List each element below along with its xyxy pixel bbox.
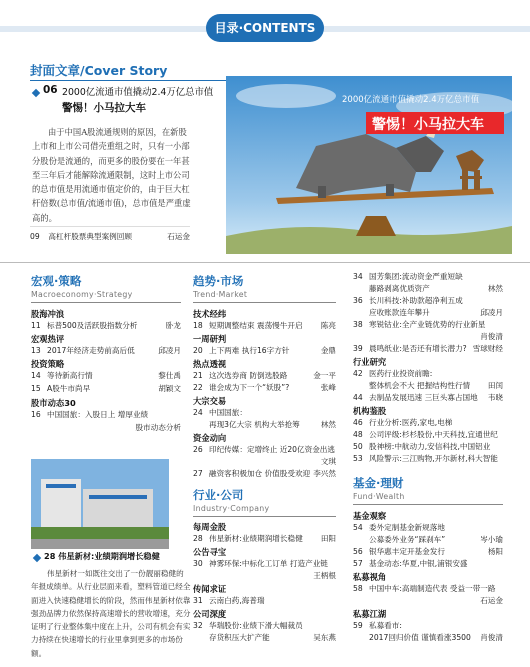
industry-item-0-0[interactable]: 28 伟星新材:业绩期润增长稳健 田阳 xyxy=(193,534,336,543)
feature-headline[interactable]: 28 伟星新材:业绩期润增长稳健 xyxy=(44,551,160,561)
macro-cat-3: 股市动态30 xyxy=(31,398,76,408)
trend-item-3-0[interactable]: 24 中国国旅： xyxy=(193,408,247,417)
macro-title: 宏观·策略 xyxy=(31,274,82,288)
industry-cat-0: 每周金股 xyxy=(193,522,227,532)
right-item-1[interactable]: 藤路剥离优质资产 林然 xyxy=(369,284,503,293)
headline-bullet xyxy=(32,89,40,97)
right-item-6[interactable]: 39 晨鸣纸业:是否还有增长潜力? 雪球财经 xyxy=(353,344,503,353)
right-item3-2[interactable]: 50 股神榜:中航动力,安信科技,中国铝业 xyxy=(353,442,491,451)
fund-rule xyxy=(353,504,503,505)
macro-tail: 股市动态分析 xyxy=(135,423,181,432)
trend-item-0-0[interactable]: 18 短期调整结束 震荡慢牛开启 陈亮 xyxy=(193,321,336,330)
cover-image-caption-1: 2000亿流通市值撬动2.4万亿总市值 xyxy=(342,95,480,105)
industry-item-3-1[interactable]: 存货积压大扩产能 吴东燕 xyxy=(209,633,336,642)
contents-title: 目录·CONTENTS xyxy=(206,14,324,42)
right-item2-1[interactable]: 整体机会不大 把握结构性行情 田闰 xyxy=(369,381,503,390)
cover-image-caption-2: 警惕！小马拉大车 xyxy=(372,117,484,133)
cover-image xyxy=(226,76,512,254)
cover-ref-author: 石运金 xyxy=(167,232,190,241)
macro-item-0-0[interactable]: 11 标普500及活跃股指数分析 卧龙 xyxy=(31,321,181,330)
trend-item-4-2[interactable]: 27 融资客积极加仓 价值股受欢迎 李兴然 xyxy=(193,469,336,478)
industry-subtitle: Industry·Company xyxy=(193,504,270,513)
industry-cat-1: 公告寻宝 xyxy=(193,547,227,557)
trend-cat-2: 热点透视 xyxy=(193,359,227,369)
fund-cat-0: 基金观察 xyxy=(353,511,387,521)
industry-rule xyxy=(193,516,336,517)
macro-cat-2: 投资策略 xyxy=(31,359,65,369)
right-item-0[interactable]: 34 国芳集团:流动资金严重短缺 xyxy=(353,272,463,281)
cover-headline-1[interactable]: 2000亿流通市值撬动2.4万亿总市值 xyxy=(62,87,214,98)
macro-item-2-1[interactable]: 15 A股牛市尚早 胡颖文 xyxy=(31,384,181,393)
industry-item-1-0[interactable]: 30 神雾环保:中标化工订单 打造产业链 xyxy=(193,559,328,568)
trend-item-1-0[interactable]: 20 上下两难 执行16字方针 金鼎 xyxy=(193,346,336,355)
cover-divider xyxy=(30,80,226,81)
feature-bullet xyxy=(33,554,41,562)
cover-headline-2[interactable]: 警惕！小马拉大车 xyxy=(62,102,146,114)
macro-subtitle: Macroeconomy·Strategy xyxy=(31,290,133,299)
feature-photo xyxy=(31,459,169,549)
feature-body: 伟星新材一如既往交出了一份靓丽稳健的年报成绩单。从行业层面来看，塑料管道已经全面进入快速稳健增长的阶段，然而伟星新材依靠强劲品牌力依然保持高速增长的营收增速，充分证明了行业整体集中度在上升，公司有机会有实力持续在快速增长的行业里拿到更多的市场份额。 xyxy=(31,569,191,658)
trend-cat-0: 技术经纬 xyxy=(193,309,227,319)
right-cat-3: 机构鉴股 xyxy=(353,406,387,416)
fund-subtitle: Fund·Wealth xyxy=(353,492,405,501)
fund-title: 基金·理财 xyxy=(353,476,404,490)
fund-item-0-3[interactable]: 57 基金动态:华夏,中银,浦银安盛 xyxy=(353,559,468,568)
macro-rule xyxy=(31,302,181,303)
trend-cat-4: 资金动向 xyxy=(193,433,227,443)
industry-cat-2: 传闻求证 xyxy=(193,584,227,594)
trend-cat-3: 大宗交易 xyxy=(193,396,227,406)
macro-item-3-0[interactable]: 16 中国国旅：入股日上 增厚业绩 xyxy=(31,410,149,419)
industry-cat-3: 公司深度 xyxy=(193,609,227,619)
industry-item-3-0[interactable]: 32 华瑞股份:业绩下滑大幅裁员 xyxy=(193,621,303,630)
trend-subtitle: Trend·Market xyxy=(193,290,248,299)
contents-header xyxy=(0,12,530,46)
fund-item-0-1[interactable]: 公募委外业务“踩刹车” 岑小瑜 xyxy=(369,535,503,544)
right-item-2[interactable]: 36 长川科技:补助款超净利五成 xyxy=(353,296,463,305)
fund-cat-2: 私募江湖 xyxy=(353,609,387,619)
industry-item-2-0[interactable]: 31 云南白药,海普瑞 xyxy=(193,596,265,605)
industry-title: 行业·公司 xyxy=(193,488,244,502)
right-item2-0[interactable]: 42 医药行业投资前瞻: xyxy=(353,369,433,378)
cover-num: 06 xyxy=(43,84,58,96)
right-item3-1[interactable]: 48 公司评级:杉杉股份,中天科技,宜通世纪 xyxy=(353,430,498,439)
macro-cat-0: 股海冲浪 xyxy=(31,309,65,319)
fund-item-0-0[interactable]: 54 委外定制基金新规落地 xyxy=(353,523,445,532)
macro-item-1-0[interactable]: 13 2017年经济走势前高后低 邱凌月 xyxy=(31,346,181,355)
trend-item-2-0[interactable]: 21 这次选券商 防倒选股路 金一平 xyxy=(193,371,336,380)
cover-section-title: 封面文章/Cover Story xyxy=(30,63,168,78)
right-item-3[interactable]: 应收账款连年攀升 邱凌月 xyxy=(369,308,503,317)
cover-body: 由于中国A股流通规则的原因，在新股上市和上市公司借壳重组之时，只有一小部分股份是流通的，而更多的股份要在一年甚至三年后才能解除流通限制，这时上市公司的总市值是用流通市值定价的，由于巨大杠杆倍数(总市值/流通市值)，总市值是严重虚高的。 xyxy=(32,127,191,223)
cover-ref-divider xyxy=(30,226,190,227)
macro-item-2-0[interactable]: 14 等待新高行情 黎仕禹 xyxy=(31,371,181,380)
section-divider xyxy=(0,262,530,263)
fund-item-2-1[interactable]: 2017回归价值 谨慎看涨3500 肖俊清 xyxy=(369,633,503,642)
right-item3-0[interactable]: 46 行业分析:医药,家电,电梯 xyxy=(353,418,453,427)
trend-rule xyxy=(193,302,336,303)
trend-cat-1: 一周研判 xyxy=(193,334,227,344)
right-item3-3[interactable]: 53 风险警示:三江购物,开尔新材,科大智能 xyxy=(353,454,498,463)
right-item-4[interactable]: 38 寒锐钴业:全产业链优势的行业新星 xyxy=(353,320,486,329)
right-cat-2: 行业研究 xyxy=(353,357,387,367)
macro-cat-1: 宏观热评 xyxy=(31,334,65,344)
trend-item-4-0[interactable]: 26 印纪传媒：定增终止 近20亿资金出逃 xyxy=(193,445,335,454)
fund-item-1-0[interactable]: 58 中国中车:高端制造代表 受益一带一路 xyxy=(353,584,496,593)
right-item2-2[interactable]: 44 去制品发展迅速 三巨头寡占国地 韦晓 xyxy=(353,393,503,402)
fund-item-2-0[interactable]: 59 私募看市: xyxy=(353,621,402,630)
trend-title: 趋势·市场 xyxy=(193,274,244,288)
cover-ref[interactable] xyxy=(30,231,190,242)
cover-ref-num: 09 xyxy=(30,232,40,241)
fund-cat-1: 私募视角 xyxy=(353,572,387,582)
trend-item-2-1[interactable]: 22 谁会成为下一个“妖股”? 张峰 xyxy=(193,383,336,392)
fund-item-0-2[interactable]: 56 银华惠丰定开基金发行 杨阳 xyxy=(353,547,503,556)
trend-item-3-1[interactable]: 再现3亿大宗 机构大举抢筹 林然 xyxy=(209,420,336,429)
cover-ref-title: 高杠杆股票典型案例回顾 xyxy=(48,232,132,241)
